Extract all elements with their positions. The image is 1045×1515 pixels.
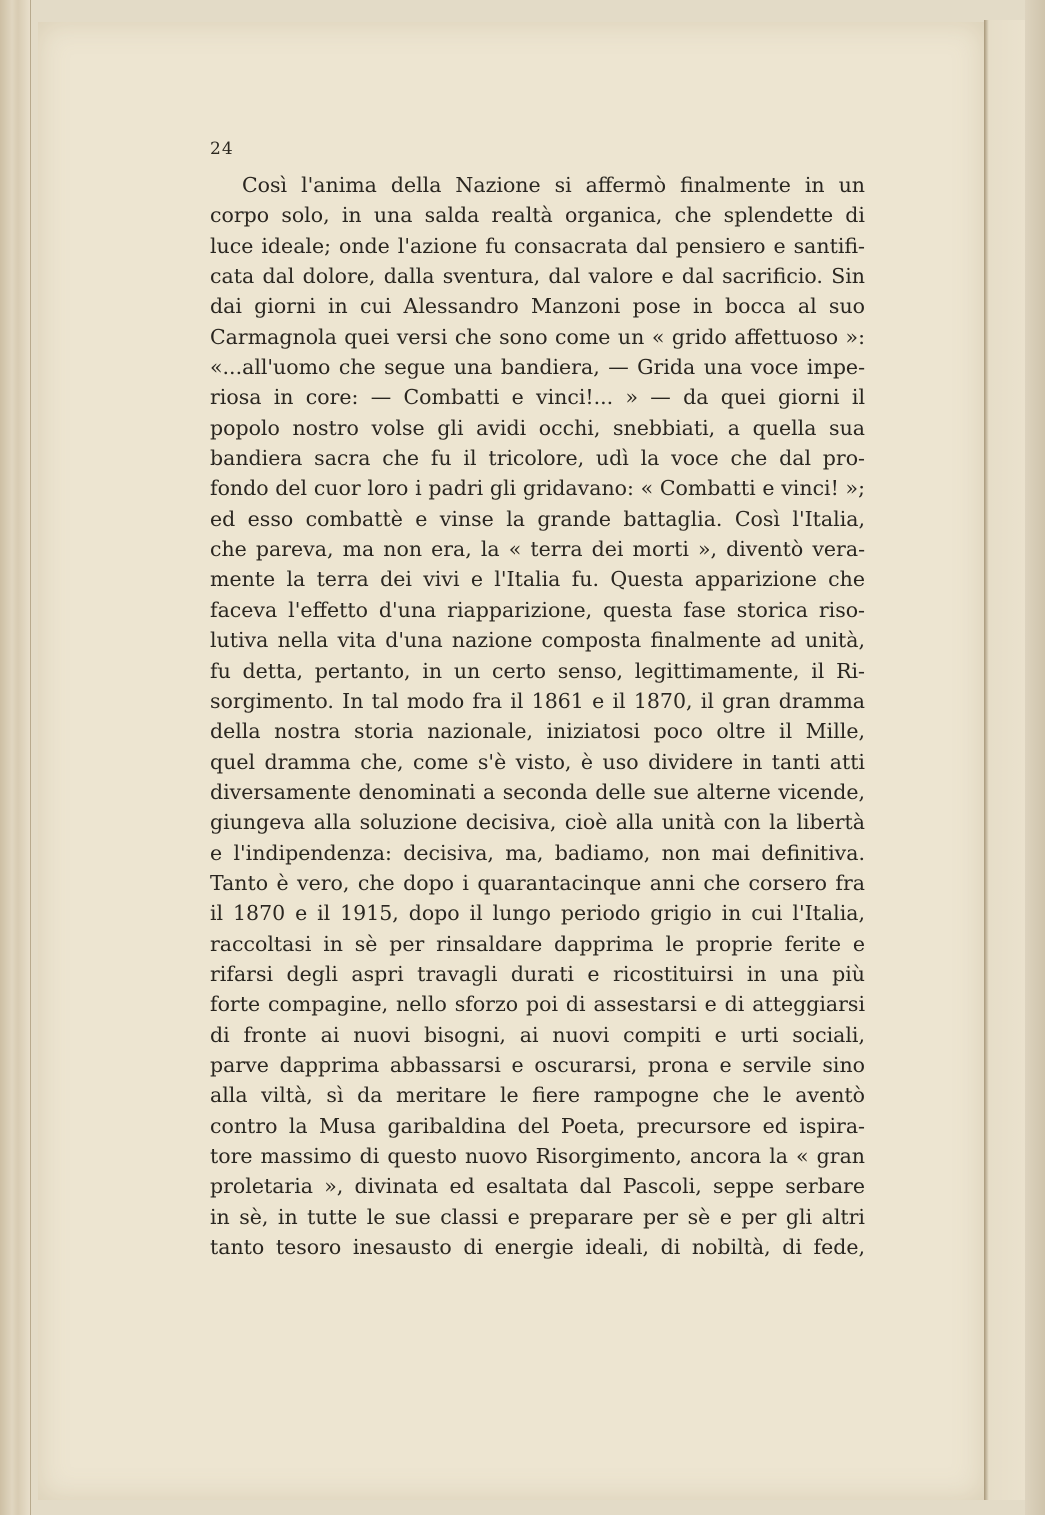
text-line: ed esso combattè e vinse la grande battaglia. Così l'Italia, bbox=[210, 506, 865, 531]
text-line: dai giorni in cui Alessandro Manzoni pose in bocca al suo bbox=[210, 294, 865, 319]
text-line: proletaria », divinata ed esaltata dal Pascoli, seppe serbare bbox=[210, 1174, 865, 1199]
text-line: sorgimento. In tal modo fra il 1861 e il 1870, il gran dramma bbox=[210, 688, 865, 713]
text-line: contro la Musa garibaldina del Poeta, precursore ed ispira- bbox=[210, 1113, 865, 1138]
text-line: faceva l'effetto d'una riapparizione, questa fase storica riso- bbox=[210, 597, 865, 622]
body-text bbox=[210, 170, 865, 1262]
scan-border bbox=[1025, 0, 1045, 1515]
text-line: Così l'anima della Nazione si affermò finalmente in un bbox=[242, 173, 865, 197]
text-line: in sè, in tutte le sue classi e preparare per sè e per gli altri bbox=[210, 1204, 865, 1229]
text-line: Carmagnola quei versi che sono come un « grido affettuoso »: bbox=[210, 324, 865, 349]
text-line: diversamente denominati a seconda delle sue alterne vicende, bbox=[210, 779, 865, 804]
text-line: fondo del cuor loro i padri gli gridavano: « Combatti e vinci! »; bbox=[210, 476, 865, 501]
text-line: raccoltasi in sè per rinsaldare dapprima le proprie ferite e bbox=[210, 931, 865, 956]
text-line: quel dramma che, come s'è visto, è uso dividere in tanti atti bbox=[210, 749, 865, 774]
text-line: parve dapprima abbassarsi e oscurarsi, prona e servile sino bbox=[210, 1052, 865, 1077]
book-spine-edge bbox=[0, 0, 31, 1515]
text-line: tanto tesoro inesausto di energie ideali, di nobiltà, di fede, bbox=[210, 1235, 865, 1260]
text-line: il 1870 e il 1915, dopo il lungo periodo grigio in cui l'Italia, bbox=[210, 901, 865, 926]
text-line: mente la terra dei vivi e l'Italia fu. Questa apparizione che bbox=[210, 567, 865, 592]
text-line: della nostra storia nazionale, iniziatosi poco oltre il Mille, bbox=[210, 719, 865, 744]
text-line: forte compagine, nello sforzo poi di assestarsi e di atteggiarsi bbox=[210, 992, 865, 1017]
text-line: che pareva, ma non era, la « terra dei morti », diventò vera- bbox=[210, 537, 865, 562]
text-line: rifarsi degli aspri travagli durati e ricostituirsi in una più bbox=[210, 961, 865, 986]
text-line: tore massimo di questo nuovo Risorgimento, ancora la « gran bbox=[210, 1144, 865, 1168]
text-line: bandiera sacra che fu il tricolore, udì la voce che dal pro- bbox=[210, 446, 865, 471]
text-line: lutiva nella vita d'una nazione composta finalmente ad unità, bbox=[210, 628, 865, 653]
text-line: popolo nostro volse gli avidi occhi, snebbiati, a quella sua bbox=[210, 415, 865, 440]
text-line: «...all'uomo che segue una bandiera, — Grida una voce impe- bbox=[210, 355, 865, 380]
text-line: riosa in core: — Combatti e vinci!... » — da quei giorni il bbox=[210, 385, 865, 410]
text-line: Tanto è vero, che dopo i quarantacinque anni che corsero fra bbox=[210, 870, 865, 895]
text-line: e l'indipendenza: decisiva, ma, badiamo, non mai definitiva. bbox=[210, 840, 865, 865]
text-line: cata dal dolore, dalla sventura, dal valore e dal sacrificio. Sin bbox=[210, 264, 865, 289]
page-number: 24 bbox=[210, 139, 234, 159]
text-line: di fronte ai nuovi bisogni, ai nuovi compiti e urti sociali, bbox=[210, 1022, 865, 1047]
text-line: corpo solo, in una salda realtà organica, che splendette di bbox=[210, 203, 865, 228]
text-line: alla viltà, sì da meritare le fiere rampogne che le aventò bbox=[210, 1083, 865, 1108]
text-line: fu detta, pertanto, in un certo senso, legittimamente, il Ri- bbox=[210, 658, 865, 683]
text-line: giungeva alla soluzione decisiva, cioè alla unità con la libertà bbox=[210, 810, 865, 835]
text-line: luce ideale; onde l'azione fu consacrata dal pensiero e santifi- bbox=[210, 233, 865, 258]
